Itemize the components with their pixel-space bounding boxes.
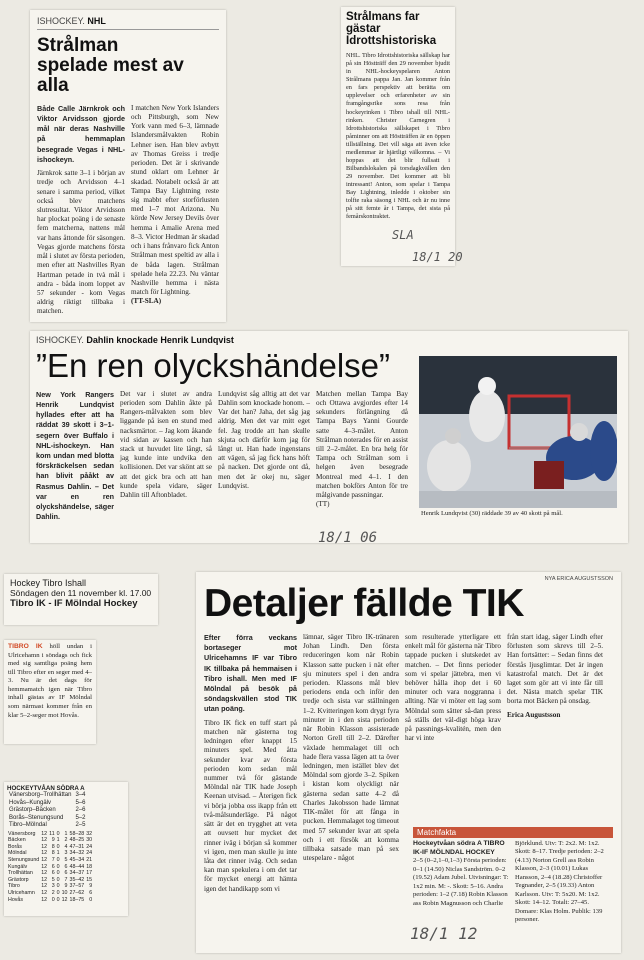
results-table: [7, 792, 88, 830]
standings-cell: Kungälv: [8, 863, 28, 870]
result-score: 5–6: [75, 799, 86, 806]
standings-row: [7, 890, 93, 897]
ad-line-1: Hockey Tibro Ishall: [10, 578, 87, 588]
standings-cell: 1: [56, 837, 60, 844]
result-row: [7, 807, 88, 815]
standings-cell: 10: [61, 889, 68, 896]
standings-cell: 48–25: [69, 837, 85, 844]
article-detaljer-fallde-tik: [196, 572, 621, 953]
standings-cell: Mölndal: [8, 850, 27, 857]
standings-cell: 8: [51, 843, 55, 850]
body-col-3: Matchen mellan Tampa Bay och Ottawa avgjordes efter 14 sekunders förlängning då Tampa Bays Yanni Gourde satte 4–3-målet. Anton Strålman noterades för en assist till 2–2-målet. En bra helg för Tampa och Strålman som i helgen även besegrade Montreal med 4–1. I den matchen bokförs Anton för tre målgivande passningar.: [316, 389, 408, 500]
standings-cell: Ulricehamn: [8, 889, 35, 896]
standings-cell: 18–75: [69, 896, 85, 903]
standings-cell: 2: [64, 837, 68, 844]
headline: Strålman spelade mest av alla: [37, 35, 184, 96]
standings-cell: 12: [41, 856, 48, 863]
lead: New York Rangers Henrik Lundqvist hyllades efter att ha räddat 39 skott i 3–1-segern över Buffalo i NHL-ishockeyn. Han kom undan med blotta förskräckelsen sedan han blivit pååkt av Rasmus Dahlin. – Det var en ren olyckshändelse, säger Dahlin.: [36, 389, 114, 522]
standings-row: [7, 883, 93, 890]
standings-cell: 1: [56, 850, 60, 857]
result-score: 3–4: [75, 792, 86, 798]
kicker-topic: Dahlin knockade Henrik Lundqvist: [86, 335, 234, 345]
standings-row: [7, 864, 93, 871]
standings-cell: 48–44: [69, 863, 85, 870]
standings-row: [7, 897, 93, 904]
standings-row: [7, 837, 93, 844]
standings-cell: 6: [51, 863, 55, 870]
standings-cell: 9: [89, 883, 93, 890]
standings-cell: 21: [86, 856, 93, 863]
standings-cell: 4: [64, 843, 68, 850]
kicker-label: ISHOCKEY.: [37, 16, 85, 26]
standings-cell: 24: [86, 843, 93, 850]
standings-cell: 37–57: [69, 883, 85, 890]
result-match: Grästorp–Bäcken: [9, 807, 56, 813]
standings-cell: 0: [51, 896, 55, 903]
standings-cell: 7: [64, 876, 68, 883]
standings-cell: 6: [64, 863, 68, 870]
standings-cell: 0: [56, 863, 60, 870]
body-col-2: Lundqvist såg alltig att det var Dahlin som knockade honom. – Var det han? Jaha, det såg jag aldrig. Men det var mitt eget fel. Jag trodde att han skulle skjuta och därför kom jag för långt ut. Han hade ingenstans att vägen, så jag fick hans höft på nacken. Det gjorde ont då, men det är okej nu, säger Lundqvist.: [218, 389, 310, 490]
ad-hockey-tibro-ishall: [4, 574, 158, 625]
article-stralman-spelade: [30, 10, 226, 322]
standings-cell: 1: [64, 830, 68, 837]
body-text: NHL. Tibro Idrottshistoriska sällskap har på sin Höstträff den 29 november bjudit in NHL-hockeyspelaren Anton Strålmans pappa Jan. Jan kommer från en fars perspektiv att berätta om upplevelser och erfarenheter av sin framgångsrike sons resa från hockeyrinken i Tibro ishall till NHL-rinken. Christer Carnegren i Idrottshistoriska sällskapet i Tibro påminner om att Höstträffen är en öppen tillställning. Det vill säga att även icke medlemmar är hjärtligt välkomna. – Vi hoppas att det blir fullsatt i Bilbandslokalen på torsdagkvällen den 29 november. Det kommer att bli intressant! Anton, som spelar i Tampa Bay Lightning, inledde i oktober sin tolfte raka säsong i NHL och är nu inne på sitt femte år i Tampa, det sista på femårskontraktet.: [346, 52, 450, 221]
handwritten-date: 18/1 20: [412, 250, 463, 264]
standings-cell: 3: [64, 850, 68, 857]
body-col-1: Tibro IK fick en tuff start på matchen när gästerna tog ledningen efter knappt 15 minuters spel. Med åtta sekunder kvar av första perioden kom sedan mål nummer två för gästande Mölndal när TIK hade Joseph Keenan utvisad. – Återigen fick vi börja jobba oss ikapp från ett två-målsunderläge. På något sätt är det en trygghet att veta att ouvsett hur mycket det rinner iväg i början så kommer vi igen, men man skulle ju inte låta det rinner iväg. Och sedan kan man spekulera i om det tar för mycket energi att hämta igen det handikapp som vi: [204, 718, 297, 893]
standings-cell: Grästorp: [8, 876, 29, 883]
standings-row: [7, 857, 93, 864]
standings-row: [7, 844, 93, 851]
standings-cell: 0: [56, 883, 60, 890]
standings-cell: 12: [41, 883, 48, 890]
notice-lead-word: TIBRO IK: [8, 643, 43, 650]
standings-cell: 15: [86, 876, 93, 883]
result-match: Vänersborg–Trollhättan: [9, 792, 72, 798]
standings-cell: 9: [51, 837, 55, 844]
standings-cell: 0: [56, 830, 60, 837]
result-row: [7, 800, 88, 808]
handwritten-date: 18/1 06: [318, 530, 378, 546]
standings-cell: 0: [56, 856, 60, 863]
result-row: [7, 822, 88, 830]
standings-cell: 27–62: [69, 889, 85, 896]
standings-cell: 34–32: [69, 850, 85, 857]
standings-cell: 0: [56, 876, 60, 883]
standings-cell: 0: [56, 896, 60, 903]
standings-cell: 35–42: [69, 876, 85, 883]
standings-cell: 11: [49, 830, 55, 837]
standings-cell: Tibro: [8, 883, 20, 890]
body-col-2: lämnar, säger Tibro IK-tränaren Johan Lindh. Den första reduceringen kom när Robin Klasson satte pucken i nät efter sju minuters spel i den andra perioden. Klassons mål blev periodens enda och inför den tredje och sista var ställningen 1–2. Kvitteringen kom drygt fyra minuter in i den sista perioden när Robin Klasson assisterade Norton Grell till 2–2. Därefter växlade hemmalaget till och hade flera vassa lägen att ta över ledningen, men istället blev det Mölndal som gjorde 3–2. Spiken i kistan kom olyckligt när gästerna sedan satte 4–2 då Charles Jakobsson hade lämnat TIK-målet för att fånga in pucken. Hemmalaget tog timeout med 57 sekunder kvar att spela och i ett försök att komma tillbaka satsade man på sex utespelare - något: [303, 632, 399, 863]
result-row: [7, 815, 88, 823]
standings-cell: 34–37: [69, 870, 85, 877]
standings-cell: 17: [86, 870, 93, 877]
matchfakta-right: Björklund. Utv: T: 2x2. M: 1x2. Skott: 8–17. Tredje perioden: 2–2 (4.13) Norton Grell ass Robin Klasson, 2–3 (10.01) Lukas Hansson, 2–4 (18.28) Christoffer Tegnander, 2–5 (19.33) Anton Karlsson. Utv: T: 5x20. M: 1x2. Skott: 14–12. Totalt: 27–45. Domare: Klas Holm. Publik: 139 personer.: [515, 840, 604, 923]
body-col-2: I matchen New York Islanders och Pittsburgh, som New York vann med 6–3, lämnade Islandersmålvakten Robin Lehner isen. Han blev avbytt av Thomas Greiss i tredje perioden. Det är i skrivande stund oklart om Lehner är skadad. Notabelt också är att Tampa Bay Lightning reste sig mabbt efter storförlusten med 1–7 mot Arizona. Nu körde New Jersey Devils över hemma i Amalie Arena med 8–3. Victor Hedman är skadad och i hans frånvaro fick Anton Strålman mest speltid av alla i de båda lagen. Strålman spelade hela 22.23. Nu väntar Nashville hemma i nästa match för Lightning.: [131, 103, 219, 297]
standings-hockeytvaan: [4, 782, 128, 916]
standings-cell: 12: [41, 870, 48, 877]
standings-cell: Vänersborg: [8, 830, 36, 837]
standings-cell: 0: [89, 896, 93, 903]
standings-cell: 5: [51, 876, 55, 883]
byline: Erica Augustsson: [507, 710, 561, 719]
standings-cell: 6: [51, 870, 55, 877]
result-score: 5–2: [75, 814, 86, 821]
standings-cell: Borås: [8, 843, 22, 850]
standings-cell: 2: [51, 889, 55, 896]
standings-cell: 3: [51, 883, 55, 890]
standings-cell: 0: [56, 843, 60, 850]
standings-cell: 12: [41, 837, 48, 844]
standings-row: [7, 870, 93, 877]
standings-cell: 12: [41, 863, 48, 870]
standings-cell: 45–34: [69, 856, 85, 863]
lead: Efter förra veckans bortaseger mot Ulricehamns IF var Tibro IK tillbaka på hemmaisen i Tibro ishall. Men med IF Mölndal på besök på söndagskvällen stod TIK utan poäng.: [204, 632, 297, 714]
standings-cell: 8: [51, 850, 55, 857]
standings-cell: 12: [41, 896, 48, 903]
standings-cell: 30: [86, 837, 93, 844]
standings-title: HOCKEYTVÅAN SÖDRA A: [7, 785, 85, 792]
headline: ”En ren olyckshändelse”: [36, 347, 391, 384]
matchfakta-header: Matchfakta: [413, 827, 613, 838]
body-col-1: Järnkrok satte 3–1 i början av tredje och Arvidsson 4–1 senare i samma period, vilket också blev matchens slutresultat. Viktor Arvidsson har plockat poäng i de senaste fem matcherna, nattens mål var hans åttonde för säsongen. Vegas gjorde matchens första mål i slutet av första perioden, men efter att Nashvilles Ryan Hartman petade in tvà mål i andra - båda inom loppet av 57 sekunder - kom Vegas aldrig riktigt tillbaka i matchen.: [37, 169, 125, 316]
body-col-1: Det var i slutet av andra perioden som Dahlin åkte på Rangers-målvakten som blev liggande på isen en stund med nacksmärtor. – Jag kom åkande vid sidan av kassen och han stack ut huvudet lite långt, så jag kunde inte undvika den kollisionen. Det var skönt att se att det gick bra och att han kunde spela vidare, säger Dahlin till Aftonbladet.: [120, 389, 212, 500]
ad-line-3: Tibro IK - IF Mölndal Hockey: [10, 598, 138, 609]
byline: (TT): [316, 500, 330, 509]
hockey-scene-image: [419, 356, 617, 508]
matchfakta-title: Hockeytvåan södra A TIBRO IK-IF MÖLNDAL HOCKEY: [413, 840, 505, 856]
standings-cell: Stenungsund: [8, 856, 40, 863]
standings-row: [7, 831, 93, 838]
headline: Detaljer fällde TIK: [204, 582, 524, 625]
standings-cell: 58–28: [69, 830, 85, 837]
standings-row: [7, 877, 93, 884]
standings-cell: 12: [41, 850, 48, 857]
standings-cell: 6: [64, 870, 68, 877]
standings-cell: 9: [64, 883, 68, 890]
kicker-label: ISHOCKEY.: [36, 335, 84, 345]
result-match: Tibro–Mölndal: [9, 822, 47, 828]
handwritten-initials: SLA: [392, 228, 414, 242]
standings-cell: 6: [89, 889, 93, 896]
result-score: 2–5: [75, 822, 86, 828]
standings-cell: Hovås: [8, 896, 24, 903]
kicker-topic: NHL: [87, 16, 106, 26]
handwritten-date: 18/1 12: [410, 924, 478, 943]
standings-cell: 5: [64, 856, 68, 863]
headline: Strålmans far gästar Idrottshistoriska: [346, 11, 437, 48]
photo-caption: Henrik Lundqvist (30) räddade 39 av 40 skott på mål.: [421, 510, 563, 517]
standings-cell: 24: [86, 850, 93, 857]
standings-cell: 12: [41, 830, 48, 837]
hockey-photo: [419, 356, 617, 508]
notice-tibro-ik: [4, 640, 96, 744]
result-row: [7, 792, 88, 800]
notice-text: höll undan i Ulricehamn i söndags och fick med sig samtliga poäng hem till Tibro efter en seger med 4–3. Nu är det dags för hemmamatch igen när Tibro inhall gästas av IF Mölndal som närmast kommer från en klar 5–2-seger mot Hovås.: [8, 643, 93, 719]
matchfakta-left: 2–5 (0–2,1–0,1–3) Första perioden: 0–1 (14.50) Niclas Sandström. 0–2 (19.52) Adam Jubel. Utvisningar: T: 1x2 min. M: -. Skott: 5–16. Andra perioden: 1–2 (7.18) Robin Klasson ass Robin Magnusson och Charlie: [413, 857, 509, 907]
standings-cell: 12: [61, 896, 68, 903]
lead: Både Calle Järnkrok och Viktor Arvidsson gjorde mål när deras Nashville på hemmaplan besegrade Vegas i NHL-ishockeyn.: [37, 103, 125, 164]
byline: (TT-SLA): [131, 297, 162, 306]
standings-cell: 18: [86, 863, 93, 870]
result-match: Hovås–Kungälv: [9, 799, 52, 806]
standings-cell: 0: [56, 889, 60, 896]
matchfakta-box: [413, 827, 613, 924]
standings-cell: 32: [86, 830, 93, 837]
standings-cell: 0: [56, 870, 60, 877]
standings-row: [7, 850, 93, 857]
standings-cell: 12: [41, 876, 48, 883]
body-col-4: från start idag, säger Lindh efter förlusten som skrevs till 2–5. Han fortsätter: – Sedan finns det förstås ljusglimtar. Det är ingen katastrofal match. Det är det laget som gör att vi inte får till det. Nästa match spelar TIK borta mot Bäcken på onsdag.: [507, 632, 603, 706]
ad-line-2: Söndagen den 11 november kl. 17.00: [10, 588, 152, 598]
standings-cell: 47–31: [69, 843, 85, 850]
standings-cell: 7: [51, 856, 55, 863]
standings-table: [7, 831, 93, 904]
result-match: Borås–Stenungsund: [9, 814, 64, 821]
standings-cell: 12: [41, 843, 48, 850]
standings-cell: Bäcken: [8, 837, 26, 844]
standings-cell: 12: [41, 889, 48, 896]
result-score: 2–6: [75, 807, 86, 813]
standings-cell: Trollhättan: [8, 870, 33, 877]
kicker: NYA ERICA AUGUSTSSON: [544, 576, 613, 582]
body-col-3: som resulterade ytterligare ett enkelt mål för gästerna när Tibro tappade pucken i slutskedet av matchen. – Det finns perioder som vi spelar jättebra, men vi behöver hålla ihop det i 60 minuter och vara noggranna i allting. När vi möter ett lag som Mölndal som sätter så-dan press så ställs det väl-digt höga krav på passnings-kvalitén, men den har vi inte: [405, 632, 501, 743]
